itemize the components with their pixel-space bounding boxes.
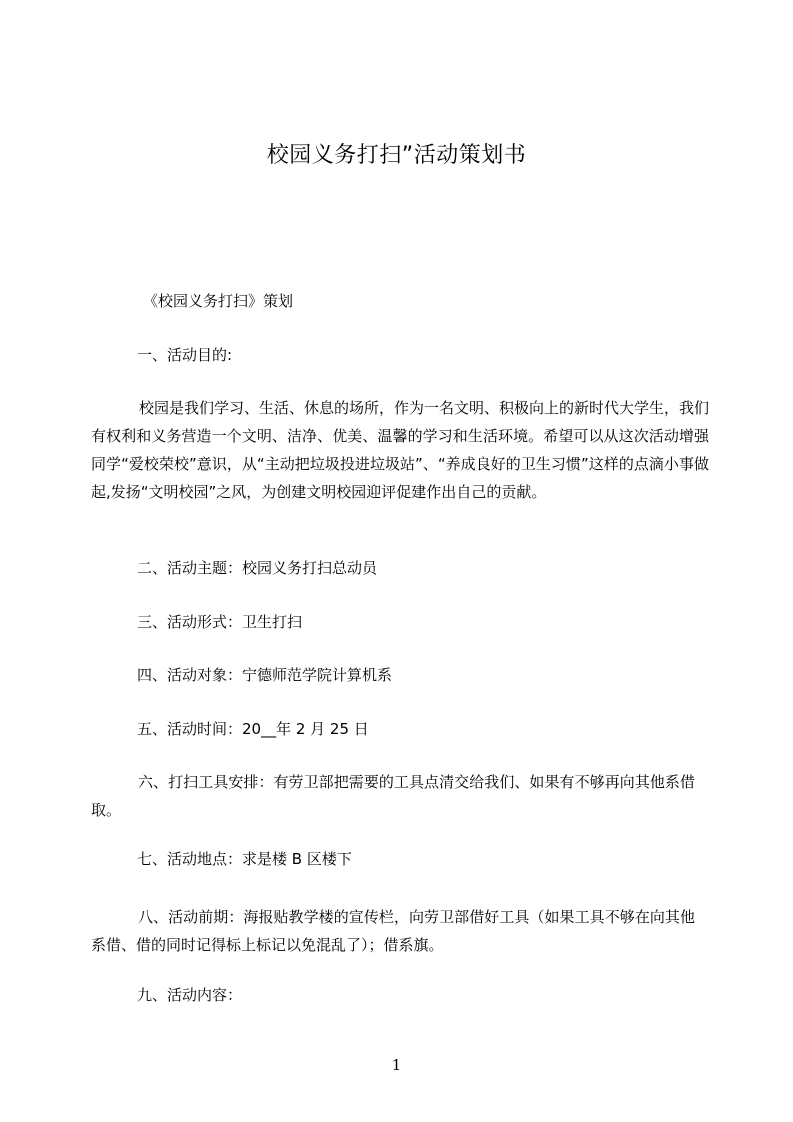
form-line: 三、活动形式：卫生打扫 bbox=[137, 613, 303, 631]
content-heading: 九、活动内容： bbox=[137, 986, 243, 1004]
time-line: 五、活动时间：20__年 2 月 25 日 bbox=[137, 720, 369, 738]
target-line: 四、活动对象：宁德师范学院计算机系 bbox=[137, 666, 393, 684]
page-number: 1 bbox=[391, 1056, 402, 1074]
preparation-paragraph: 八、活动前期：海报贴教学楼的宣传栏，向劳卫部借好工具（如果工具不够在向其他系借、借的同时记得标上标记以免混乱了）；借系旗。 bbox=[91, 908, 695, 954]
plan-subtitle: 《校园义务打扫》策划 bbox=[143, 292, 294, 310]
theme-line: 二、活动主题：校园义务打扫总动员 bbox=[137, 559, 378, 577]
purpose-heading: 一、活动目的: bbox=[137, 346, 233, 364]
location-line: 七、活动地点：求是楼 B 区楼下 bbox=[137, 850, 352, 868]
tools-paragraph: 六、打扫工具安排：有劳卫部把需要的工具点清交给我们、如果有不够再向其他系借取。 bbox=[91, 773, 695, 819]
purpose-paragraph: 校园是我们学习、生活、休息的场所，作为一名文明、积极向上的新时代大学生，我们有权利和义务营造一个文明、洁净、优美、温馨的学习和生活环境。希望可以从这次活动增强同学“爱校荣校”意识，从“主动把垃圾投进垃圾站”、“养成良好的卫生习惯”这样的点滴小事做起,发扬“文明校园”之风，为创建文明校园迎评促建作出自己的贡献。 bbox=[91, 399, 710, 501]
document-title: 校园义务打扫”活动策划书 bbox=[266, 143, 527, 168]
